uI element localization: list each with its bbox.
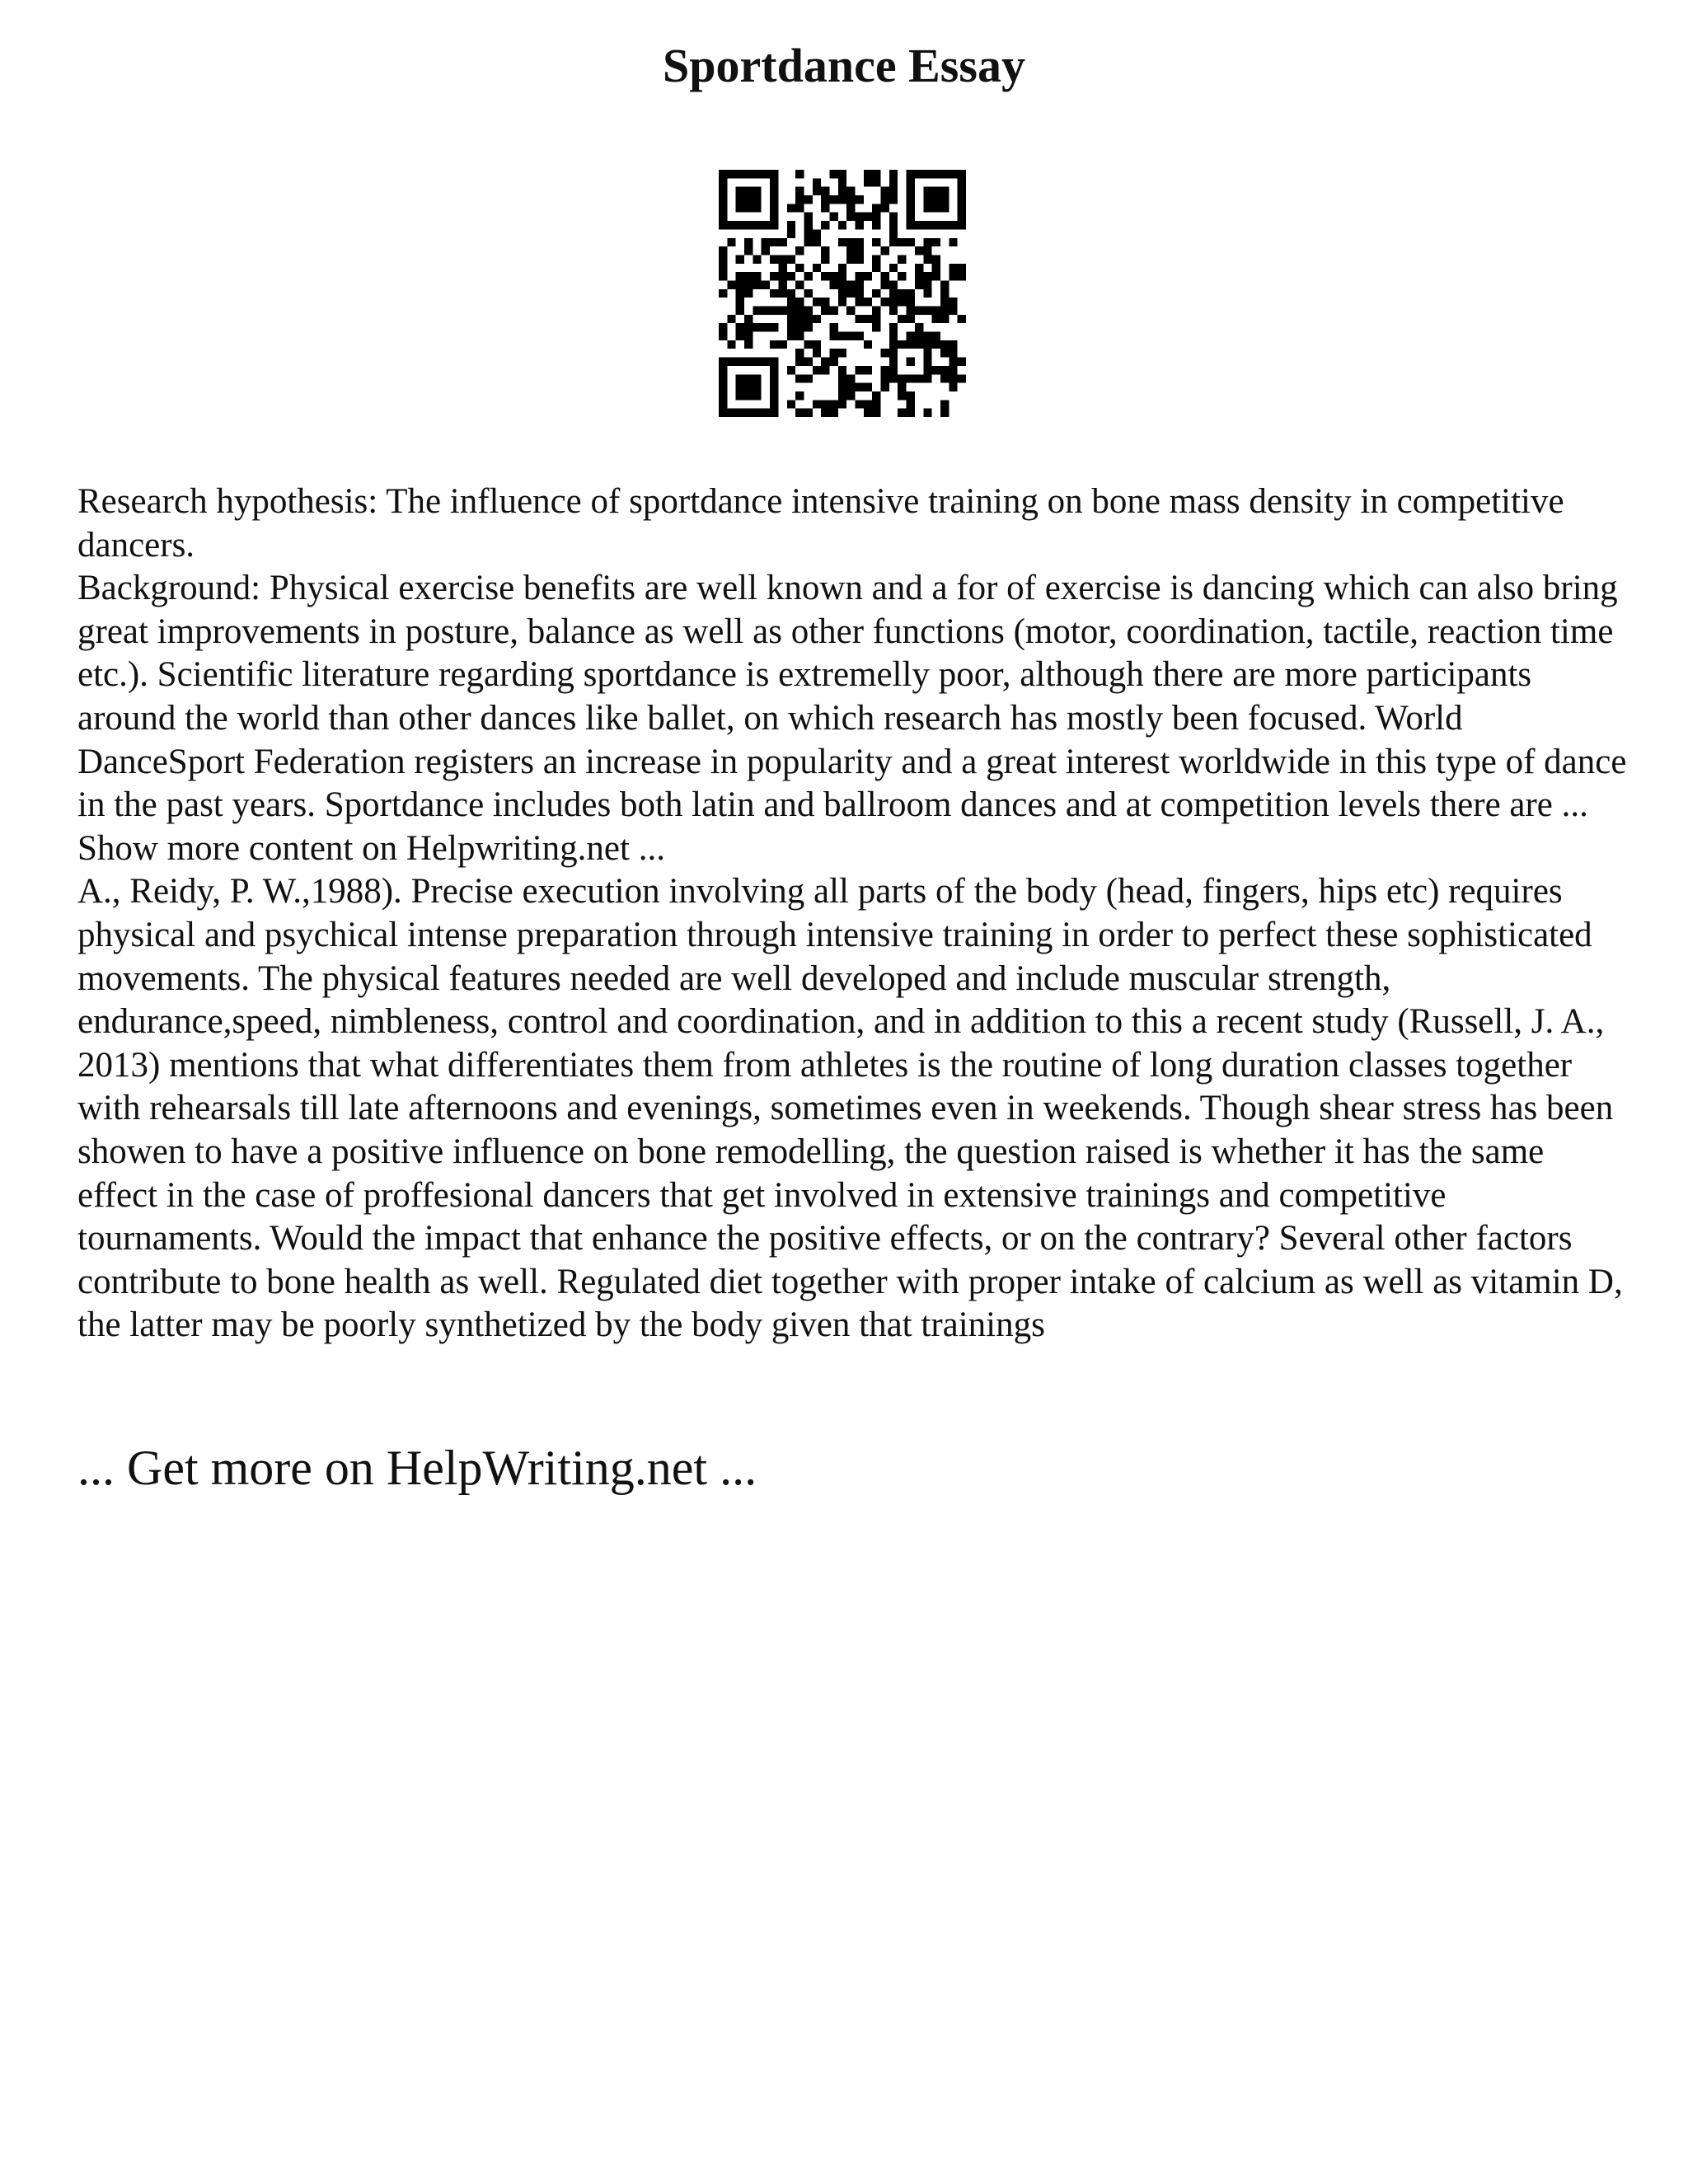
- paragraph-excerpt: A., Reidy, P. W.,1988). Precise execution involving all parts of the body (head, fingers, hips etc) requires physical and psychical intense preparation through intensive training in order to perfect these sophisticated movements. The physical features needed are well developed and include muscular strength, endurance,speed, nimbleness, control and coordination, and in addition to this a recent study (Russell, J. A., 2013) mentions that what differentiates them from athletes is the routine of long duration classes together with rehearsals till late afternoons and evenings, sometimes even in weekends. Though shear stress has been showen to have a positive influence on bone remodelling, the question raised is whether it has the same effect in the case of proffesional dancers that get involved in extensive trainings and competitive tournaments. Would the impact that enhance the positive effects, or on the contrary? Several other factors contribute to bone health as well. Regulated diet together with proper intake of calcium as well as vitamin D, the latter may be poorly synthetized by the body given that trainings: [77, 872, 1623, 1345]
- essay-body: [77, 480, 1627, 1347]
- qr-code-icon: [719, 170, 966, 417]
- paragraph-hypothesis: Research hypothesis: The influence of sportdance intensive training on bone mass density in competitive dancers.: [77, 482, 1564, 565]
- paragraph-background: Background: Physical exercise benefits are well known and a for of exercise is dancing which can also bring great improvements in posture, balance as well as other functions (motor, coordination, tactile, reaction time etc.). Scientific literature regarding sportdance is extremelly poor, although there are more participants around the world than other dances like ballet, on which research has mostly been focused. World DanceSport Federation registers an increase in popularity and a great interest worldwide in this type of dance in the past years. Sportdance includes both latin and ballroom dances and at competition levels there are ... Show more content on Helpwriting.net ...: [77, 569, 1627, 868]
- page-title: Sportdance Essay: [663, 39, 1025, 92]
- get-more-link[interactable]: ... Get more on HelpWriting.net ...: [77, 1441, 757, 1495]
